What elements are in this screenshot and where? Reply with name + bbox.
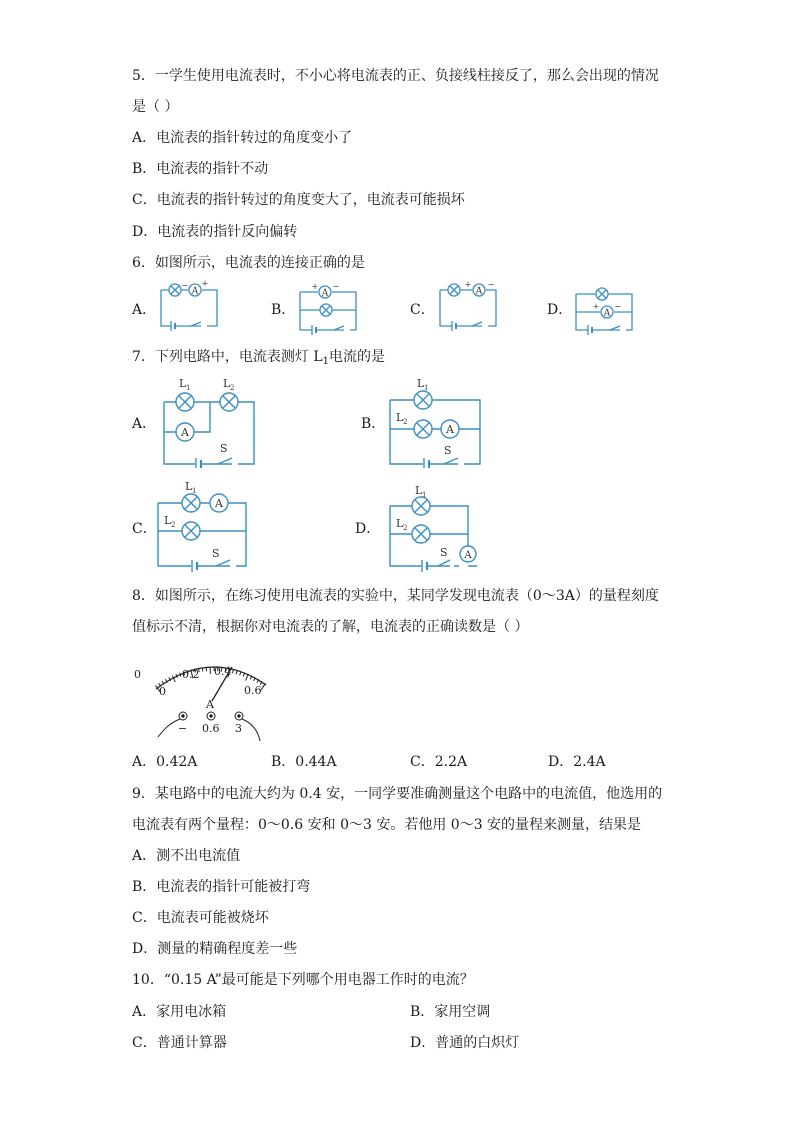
- q5-option-d: D．电流表的指针反向偏转: [132, 224, 298, 240]
- q7-stem: 7．下列电路中，电流表测灯 $L_1$电流的是: [132, 349, 386, 367]
- svg-text:S: S: [212, 547, 220, 560]
- svg-text:A: A: [215, 497, 223, 510]
- q9-option-b: B．电流表的指针可能被打弯: [132, 879, 311, 895]
- q8-ammeter-dial: [128, 645, 278, 745]
- q10-option-b: B．家用空调: [410, 1004, 491, 1020]
- ammeter-letter: A: [191, 286, 199, 297]
- svg-text:−: −: [178, 722, 188, 735]
- svg-text:1: 1: [192, 487, 197, 495]
- q6-stem: 6．如图所示，电流表的连接正确的是: [132, 255, 365, 271]
- svg-text:A: A: [181, 426, 189, 439]
- svg-text:L: L: [185, 480, 193, 493]
- svg-text:+: +: [201, 280, 209, 288]
- svg-text:S: S: [440, 546, 448, 559]
- q6-circuit-b: [294, 280, 364, 338]
- svg-text:S: S: [220, 442, 228, 455]
- q6-label-d: D．: [547, 302, 573, 318]
- svg-text:−: −: [614, 302, 622, 311]
- q10-option-a: A．家用电冰箱: [132, 1004, 227, 1020]
- svg-text:0: 0: [134, 668, 141, 681]
- svg-text:−: −: [181, 281, 189, 290]
- q7-label-d: D．: [355, 521, 381, 537]
- svg-text:1: 1: [186, 384, 191, 392]
- svg-text:0.6: 0.6: [244, 684, 262, 697]
- svg-text:L: L: [396, 411, 404, 424]
- q9-option-d: D．测量的精确程度差一些: [132, 941, 298, 957]
- q10-option-c: C．普通计算器: [132, 1035, 227, 1051]
- svg-text:1: 1: [422, 491, 427, 499]
- svg-text:L: L: [223, 377, 231, 390]
- q5-option-b: B．电流表的指针不动: [132, 161, 269, 177]
- q8-option-d: D．2.4A: [548, 754, 606, 770]
- svg-text:A: A: [603, 308, 611, 319]
- q6-label-a: A．: [132, 302, 157, 318]
- q6-circuit-a: [155, 280, 225, 332]
- q8-option-a: A．0.42A: [132, 754, 198, 770]
- q7-label-a: A．: [132, 416, 157, 432]
- svg-text:0.2: 0.2: [182, 668, 200, 681]
- q8-option-b: B．0.44A: [271, 754, 337, 770]
- q6-circuit-d: [570, 280, 640, 338]
- q8-option-c: C．2.2A: [410, 754, 468, 770]
- svg-text:+: +: [311, 282, 319, 291]
- svg-text:A: A: [206, 698, 214, 711]
- q10-stem: 10．“0.15 A”最可能是下列哪个用电器工作时的电流？: [132, 972, 474, 988]
- svg-text:+: +: [464, 280, 472, 289]
- svg-text:S: S: [444, 444, 452, 457]
- q10-option-d: D．普通的白炽灯: [410, 1035, 520, 1051]
- svg-text:3: 3: [235, 722, 242, 735]
- q7-label-c: C．: [132, 521, 157, 537]
- svg-text:A: A: [321, 288, 329, 299]
- q7-circuit-c: [152, 478, 252, 574]
- q8-stem-line2: 值标示不清，根据你对电流表的了解，电流表的正确读数是（ ）: [132, 619, 529, 635]
- q9-option-a: A．测不出电流值: [132, 848, 241, 864]
- svg-text:−: −: [332, 282, 340, 291]
- q8-stem-line1: 8．如图所示，在练习使用电流表的实验中，某同学发现电流表（0～3A）的量程刻度: [132, 588, 659, 604]
- svg-text:L: L: [396, 517, 404, 530]
- q7-label-b: B．: [361, 416, 386, 432]
- svg-text:2: 2: [171, 521, 176, 529]
- svg-text:0.4: 0.4: [214, 665, 232, 678]
- q7-circuit-b: [384, 372, 489, 468]
- svg-text:L: L: [179, 377, 187, 390]
- q6-label-b: B．: [271, 302, 296, 318]
- q7-circuit-a: [158, 372, 263, 468]
- svg-text:L: L: [164, 514, 172, 527]
- svg-text:0.6: 0.6: [202, 722, 220, 735]
- svg-text:2: 2: [403, 418, 408, 426]
- q7-circuit-d: [384, 484, 484, 576]
- q6-circuit-c: [434, 280, 504, 332]
- q5-option-a: A．电流表的指针转过的角度变小了: [132, 130, 353, 146]
- svg-text:A: A: [464, 550, 472, 561]
- svg-text:A: A: [475, 286, 483, 297]
- q6-label-c: C．: [410, 302, 435, 318]
- svg-text:L: L: [415, 484, 423, 497]
- q5-stem-line2: 是（ ）: [132, 99, 179, 115]
- svg-text:2: 2: [403, 524, 408, 532]
- q9-stem-line2: 电流表有两个量程：0～0.6 安和 0～3 安。若他用 0～3 安的量程来测量，结果是: [132, 817, 642, 833]
- q9-option-c: C．电流表可能被烧坏: [132, 910, 269, 926]
- svg-text:L: L: [417, 377, 425, 390]
- svg-text:A: A: [446, 423, 454, 436]
- svg-text:1: 1: [424, 384, 429, 392]
- svg-text:+: +: [592, 302, 600, 311]
- svg-text:2: 2: [230, 384, 235, 392]
- q5-stem-line1: 5．一学生使用电流表时，不小心将电流表的正、负接线柱接反了，那么会出现的情况: [132, 68, 659, 84]
- q5-option-c: C．电流表的指针转过的角度变大了，电流表可能损坏: [132, 192, 465, 208]
- svg-text:−: −: [487, 280, 495, 289]
- svg-text:0: 0: [159, 685, 166, 698]
- q9-stem-line1: 9．某电路中的电流大约为 0.4 安，一同学要准确测量这个电路中的电流值，他选用的: [132, 786, 663, 802]
